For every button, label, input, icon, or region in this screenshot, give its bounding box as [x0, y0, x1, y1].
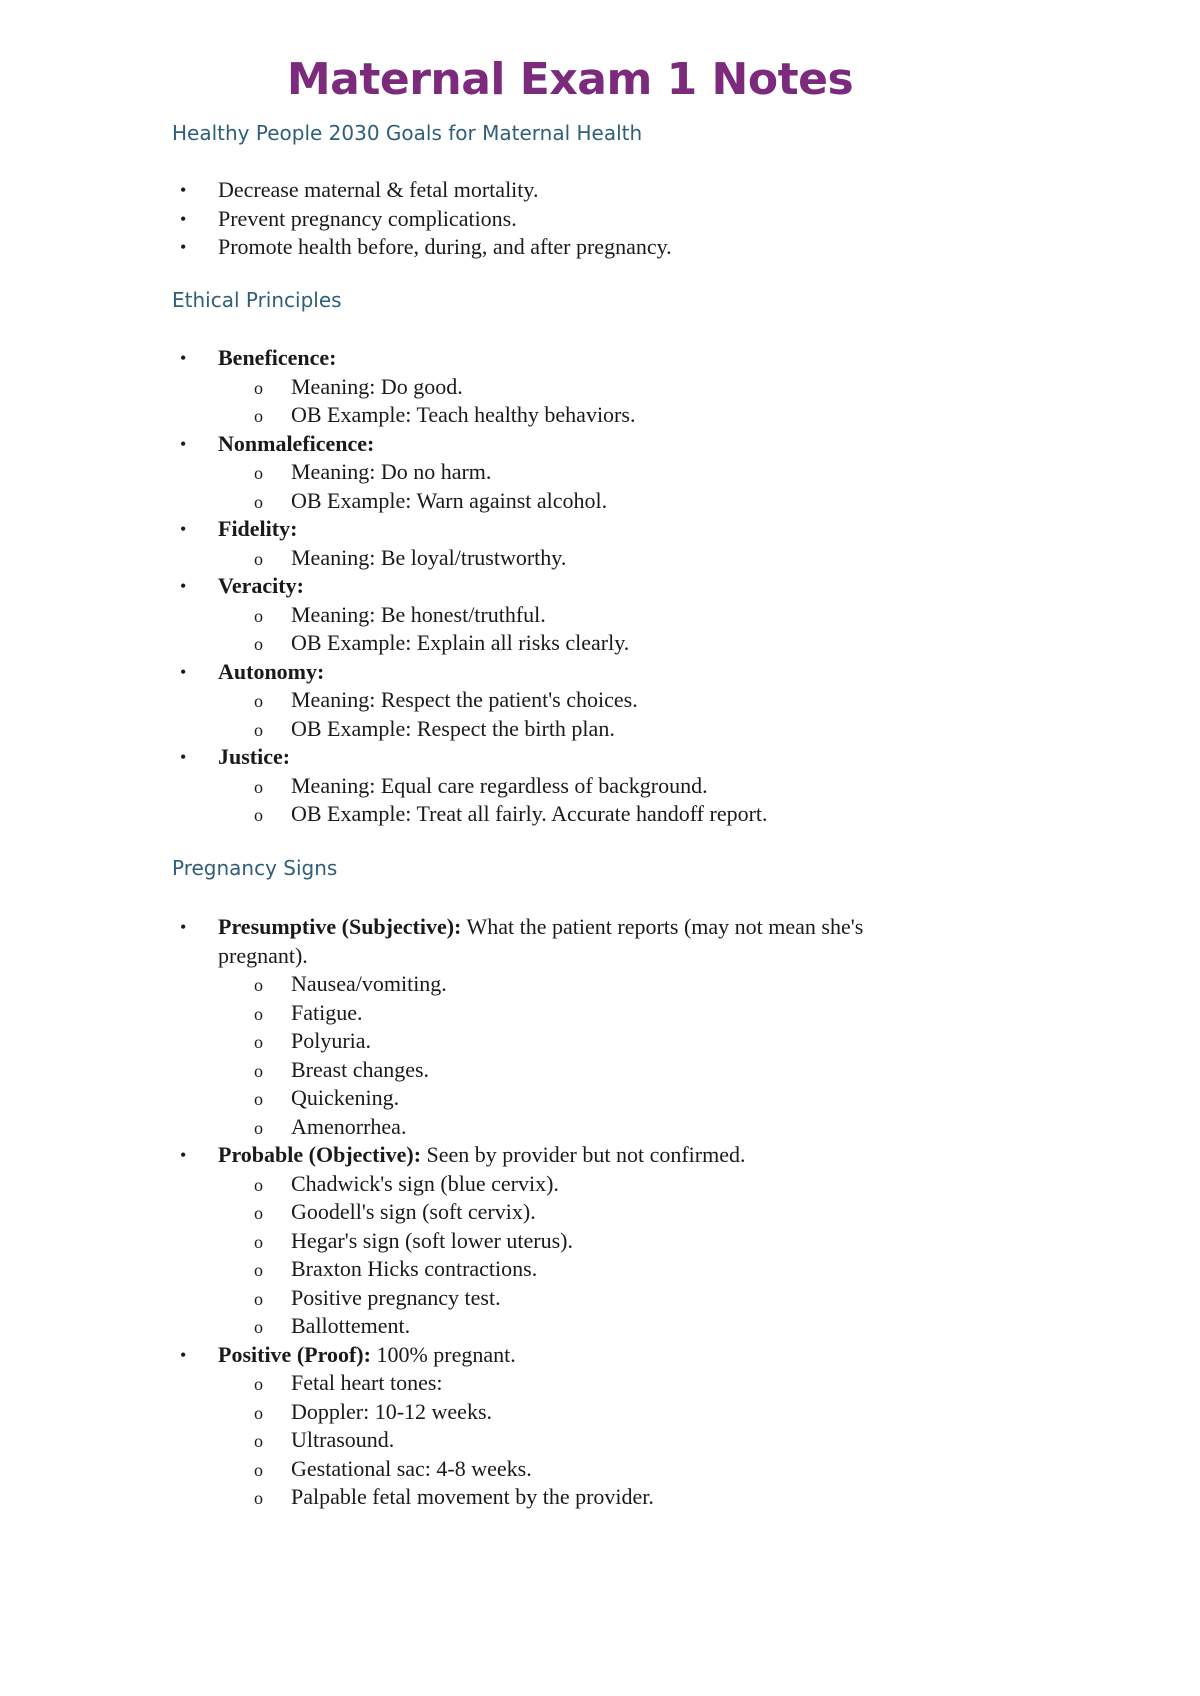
bullet-glyph: •	[180, 1145, 187, 1165]
sub-list	[218, 458, 992, 515]
sub-text: Gestational sac: 4-8 weeks.	[291, 1455, 532, 1481]
sub-bullet-glyph: o	[254, 719, 263, 740]
sub-bullet-glyph: o	[254, 1032, 263, 1052]
pregnancy-signs-list	[172, 913, 952, 1512]
list-item	[172, 743, 992, 829]
sub-text: Meaning: Be honest/truthful.	[291, 601, 546, 627]
sub-item	[218, 544, 992, 573]
bullet-glyph: •	[180, 208, 187, 229]
sub-bullet-glyph: o	[254, 805, 263, 825]
sub-item	[218, 1113, 952, 1142]
sub-list	[218, 772, 992, 829]
sub-text: Meaning: Be loyal/trustworthy.	[291, 544, 567, 570]
sub-list	[218, 373, 992, 430]
sub-text: Goodell's sign (soft cervix).	[291, 1199, 536, 1224]
list-item	[172, 344, 992, 430]
bullet-glyph: •	[180, 1344, 187, 1365]
sub-text: OB Example: Warn against alcohol.	[291, 487, 608, 513]
sub-text: Ultrasound.	[291, 1427, 395, 1452]
sub-bullet-glyph: o	[254, 1117, 263, 1138]
sub-item	[218, 772, 992, 801]
sign-description: 100% pregnant.	[376, 1341, 516, 1367]
principle-term: Beneficence:	[218, 345, 337, 370]
goals-list	[172, 176, 972, 262]
list-item	[172, 233, 972, 262]
sub-bullet-glyph: o	[254, 1203, 263, 1223]
sub-bullet-glyph: o	[254, 1003, 263, 1024]
principle-term: Nonmaleficence:	[218, 430, 375, 456]
sub-text: Meaning: Do no harm.	[291, 459, 492, 484]
sub-item	[218, 373, 992, 402]
sub-text: Fatigue.	[291, 999, 363, 1025]
sub-text: Meaning: Respect the patient's choices.	[291, 687, 638, 712]
sub-text: Fetal heart tones:	[291, 1370, 443, 1395]
sub-text: OB Example: Explain all risks clearly.	[291, 630, 630, 655]
sub-bullet-glyph: o	[254, 691, 263, 711]
sub-bullet-glyph: o	[254, 1260, 263, 1280]
sub-bullet-glyph: o	[254, 605, 263, 626]
bullet-glyph: •	[180, 348, 187, 368]
sub-text: Meaning: Do good.	[291, 373, 463, 399]
sub-text: OB Example: Respect the birth plan.	[291, 715, 615, 741]
sub-text: OB Example: Treat all fairly. Accurate handoff report.	[291, 801, 768, 826]
bullet-glyph: •	[180, 576, 187, 596]
principle-term: Autonomy:	[218, 658, 325, 684]
principle-term: Justice:	[218, 744, 291, 769]
sub-item	[218, 1084, 952, 1113]
bullet-glyph: •	[180, 237, 187, 257]
sub-item	[218, 970, 952, 999]
sub-item	[218, 1398, 952, 1427]
sub-bullet-glyph: o	[254, 1060, 263, 1081]
bullet-glyph: •	[180, 917, 187, 937]
sub-text: Chadwick's sign (blue cervix).	[291, 1170, 559, 1196]
sub-item	[218, 1483, 952, 1512]
sub-bullet-glyph: o	[254, 1288, 263, 1309]
sub-item	[218, 1312, 952, 1341]
sub-bullet-glyph: o	[254, 1317, 263, 1337]
list-item	[172, 205, 972, 234]
list-item	[172, 913, 952, 1141]
goal-text: Promote health before, during, and after pregnancy.	[218, 234, 672, 259]
sub-item	[218, 487, 992, 516]
sub-item	[218, 999, 952, 1028]
sub-item	[218, 1284, 952, 1313]
sub-text: Positive pregnancy test.	[291, 1284, 501, 1310]
sub-item	[218, 458, 992, 487]
list-item	[172, 572, 992, 658]
sub-text: Palpable fetal movement by the provider.	[291, 1484, 654, 1509]
sub-item	[218, 1227, 952, 1256]
sign-category: Probable (Objective):	[218, 1142, 422, 1167]
goal-text: Prevent pregnancy complications.	[218, 205, 517, 231]
sub-item	[218, 1027, 952, 1056]
sub-text: Ballottement.	[291, 1313, 411, 1338]
sub-text: Braxton Hicks contractions.	[291, 1256, 538, 1281]
sub-list	[218, 601, 992, 658]
sub-bullet-glyph: o	[254, 1174, 263, 1195]
sub-text: Nausea/vomiting.	[291, 971, 447, 996]
list-item	[172, 1141, 952, 1341]
sub-text: Hegar's sign (soft lower uterus).	[291, 1227, 573, 1253]
sub-item	[218, 1426, 952, 1455]
sub-bullet-glyph: o	[254, 406, 263, 426]
sub-bullet-glyph: o	[254, 1089, 263, 1109]
document-title: Maternal Exam 1 Notes	[286, 54, 854, 105]
sub-item	[218, 1198, 952, 1227]
sign-category: Positive (Proof):	[218, 1341, 371, 1367]
sub-bullet-glyph: o	[254, 491, 263, 512]
list-item	[172, 658, 992, 744]
sub-bullet-glyph: o	[254, 1231, 263, 1252]
sign-category: Presumptive (Subjective):	[218, 914, 462, 939]
sub-item	[218, 629, 992, 658]
sub-bullet-glyph: o	[254, 1374, 263, 1394]
heading-ethical-principles: Ethical Principles	[172, 288, 342, 312]
bullet-glyph: •	[180, 433, 187, 454]
heading-healthy-people: Healthy People 2030 Goals for Maternal Health	[172, 121, 643, 145]
sub-item	[218, 401, 992, 430]
sub-text: Amenorrhea.	[291, 1113, 407, 1139]
sub-list	[218, 970, 952, 1141]
sub-bullet-glyph: o	[254, 463, 263, 483]
sign-description: What the patient reports (may not mean she's pregnant).	[218, 914, 864, 968]
principle-term: Fidelity:	[218, 516, 298, 541]
sub-item	[218, 715, 992, 744]
goal-text: Decrease maternal & fetal mortality.	[218, 177, 539, 202]
sub-bullet-glyph: o	[254, 548, 263, 569]
sub-bullet-glyph: o	[254, 377, 263, 398]
sub-text: OB Example: Teach healthy behaviors.	[291, 402, 636, 427]
sub-text: Polyuria.	[291, 1028, 372, 1053]
sub-item	[218, 1170, 952, 1199]
ethics-list	[172, 344, 992, 829]
sub-text: Doppler: 10-12 weeks.	[291, 1398, 493, 1424]
sub-list	[218, 686, 992, 743]
sub-bullet-glyph: o	[254, 1488, 263, 1508]
sub-item	[218, 1455, 952, 1484]
sign-description: Seen by provider but not confirmed.	[426, 1142, 746, 1167]
sub-list	[218, 544, 992, 573]
bullet-glyph: •	[180, 661, 187, 682]
sub-item	[218, 1255, 952, 1284]
sub-item	[218, 1369, 952, 1398]
sub-bullet-glyph: o	[254, 634, 263, 654]
sub-item	[218, 800, 992, 829]
principle-term: Veracity:	[218, 573, 304, 598]
heading-pregnancy-signs: Pregnancy Signs	[172, 856, 338, 880]
bullet-glyph: •	[180, 180, 187, 200]
sub-bullet-glyph: o	[254, 1402, 263, 1423]
sub-text: Quickening.	[291, 1085, 400, 1110]
sub-text: Breast changes.	[291, 1056, 430, 1082]
bullet-glyph: •	[180, 519, 187, 539]
sub-bullet-glyph: o	[254, 776, 263, 797]
sub-item	[218, 686, 992, 715]
sub-list	[218, 1369, 952, 1512]
sub-bullet-glyph: o	[254, 975, 263, 995]
sub-bullet-glyph: o	[254, 1459, 263, 1480]
sub-text: Meaning: Equal care regardless of background.	[291, 772, 708, 798]
list-item	[172, 515, 992, 572]
sub-list	[218, 1170, 952, 1341]
sub-item	[218, 1056, 952, 1085]
list-item	[172, 1341, 952, 1512]
list-item	[172, 176, 972, 205]
sub-bullet-glyph: o	[254, 1431, 263, 1451]
list-item	[172, 430, 992, 516]
bullet-glyph: •	[180, 747, 187, 767]
sub-item	[218, 601, 992, 630]
